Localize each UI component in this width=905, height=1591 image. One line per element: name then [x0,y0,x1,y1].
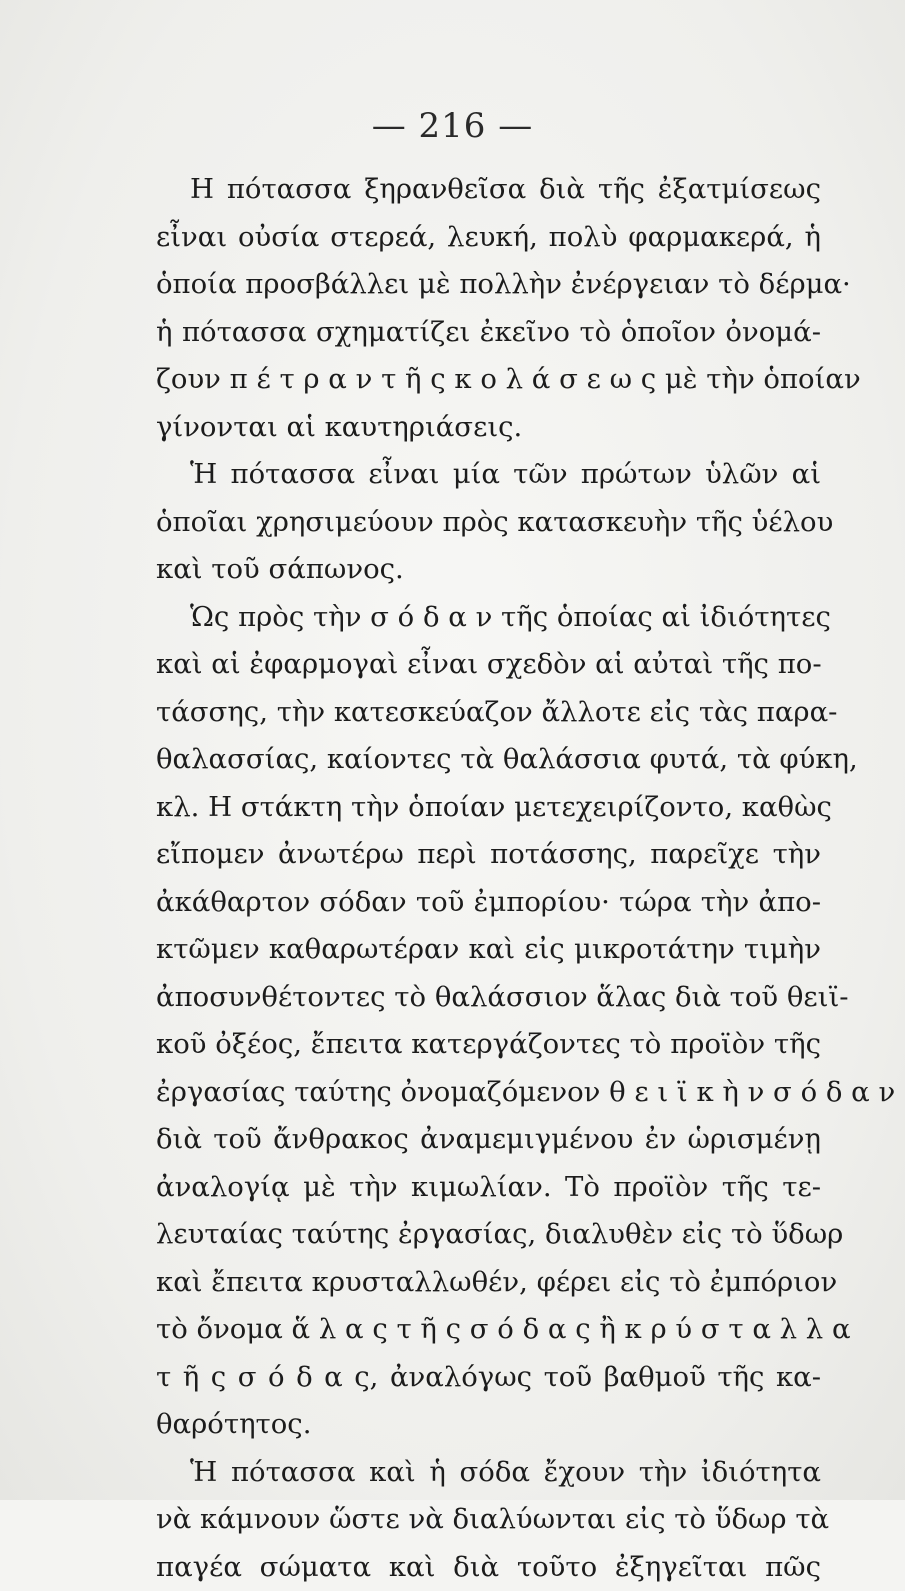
text-line: γίνονται αἱ καυτηριάσεις. [156,404,821,452]
text-line: ὁποῖαι χρησιμεύουν πρὸς κατασκευὴν τῆς ὑέλου [156,499,821,547]
text-line: λευταίας ταύτης ἐργασίας, διαλυθὲν εἰς τὸ ὕδωρ [156,1211,821,1259]
text-line: διὰ τοῦ ἄνθρακος ἀναμεμιγμένου ἐν ὡρισμένῃ [156,1116,821,1164]
text-line: ἐργασίας ταύτης ὀνομαζόμενον θ ε ι ϊ κ ὴ ν σ ό δ α ν [156,1069,821,1117]
text-line: νὰ κάμνουν ὥστε νὰ διαλύωνται εἰς τὸ ὕδωρ τὰ [156,1496,821,1544]
text-line: Ἡ πότασσα καὶ ἡ σόδα ἔχουν τὴν ἰδιότητα [156,1449,821,1497]
text-line: ἡ πότασσα σχηματίζει ἐκεῖνο τὸ ὁποῖον ὀνομά- [156,309,821,357]
text-line: καὶ αἱ ἐφαρμογαὶ εἶναι σχεδὸν αἱ αὐταὶ τῆς πο- [156,641,821,689]
text-line: Ὡς πρὸς τὴν σ ό δ α ν τῆς ὁποίας αἱ ἰδιότητες [156,594,821,642]
text-line: κτῶμεν καθαρωτέραν καὶ εἰς μικροτάτην τιμὴν [156,926,821,974]
text-line: θαρότητος. [156,1401,821,1449]
text-line: τὸ ὄνομα ἅ λ α ς τ ῆ ς σ ό δ α ς ἢ κ ρ ύ σ τ α λ λ α [156,1306,821,1354]
text-line: εἶναι οὐσία στερεά, λευκή, πολὺ φαρμακερά, ἡ [156,214,821,262]
text-line: εἴπομεν ἀνωτέρω περὶ ποτάσσης, παρεῖχε τὴν [156,831,821,879]
text-line: ζουν π έ τ ρ α ν τ ῆ ς κ ο λ ά σ ε ω ς μὲ τὴν ὁποίαν [156,356,821,404]
text-line: παγέα σώματα καὶ διὰ τοῦτο ἐξηγεῖται πῶς [156,1544,821,1591]
text-line: καὶ ἔπειτα κρυσταλλωθέν, φέρει εἰς τὸ ἐμπόριον [156,1259,821,1307]
text-line: τάσσης, τὴν κατεσκεύαζον ἄλλοτε εἰς τὰς παρα- [156,689,821,737]
text-line: ἀκάθαρτον σόδαν τοῦ ἐμπορίου· τώρα τὴν ἀπο- [156,879,821,927]
text-line: Ἡ πότασσα εἶναι μία τῶν πρώτων ὑλῶν αἱ [156,451,821,499]
text-line: θαλασσίας, καίοντες τὰ θαλάσσια φυτά, τὰ φύκη, [156,736,821,784]
text-line: καὶ τοῦ σάπωνος. [156,546,821,594]
text-line: κοῦ ὀξέος, ἔπειτα κατεργάζοντες τὸ προϊὸν τῆς [156,1021,821,1069]
text-line: ὁποία προσβάλλει μὲ πολλὴν ἐνέργειαν τὸ δέρμα· [156,261,821,309]
text-line: Η πότασσα ξηρανθεῖσα διὰ τῆς ἐξατμίσεως [156,166,821,214]
body-text [156,166,821,1591]
text-line: ἀναλογίᾳ μὲ τὴν κιμωλίαν. Τὸ προϊὸν τῆς τε- [156,1164,821,1212]
text-line: κλ. Η στάκτη τὴν ὁποίαν μετεχειρίζοντο, καθὼς [156,784,821,832]
page-number: — 216 — [0,106,905,146]
text-line: τ ῆ ς σ ό δ α ς, ἀναλόγως τοῦ βαθμοῦ τῆς κα- [156,1354,821,1402]
text-line: ἀποσυνθέτοντες τὸ θαλάσσιον ἅλας διὰ τοῦ θειϊ- [156,974,821,1022]
